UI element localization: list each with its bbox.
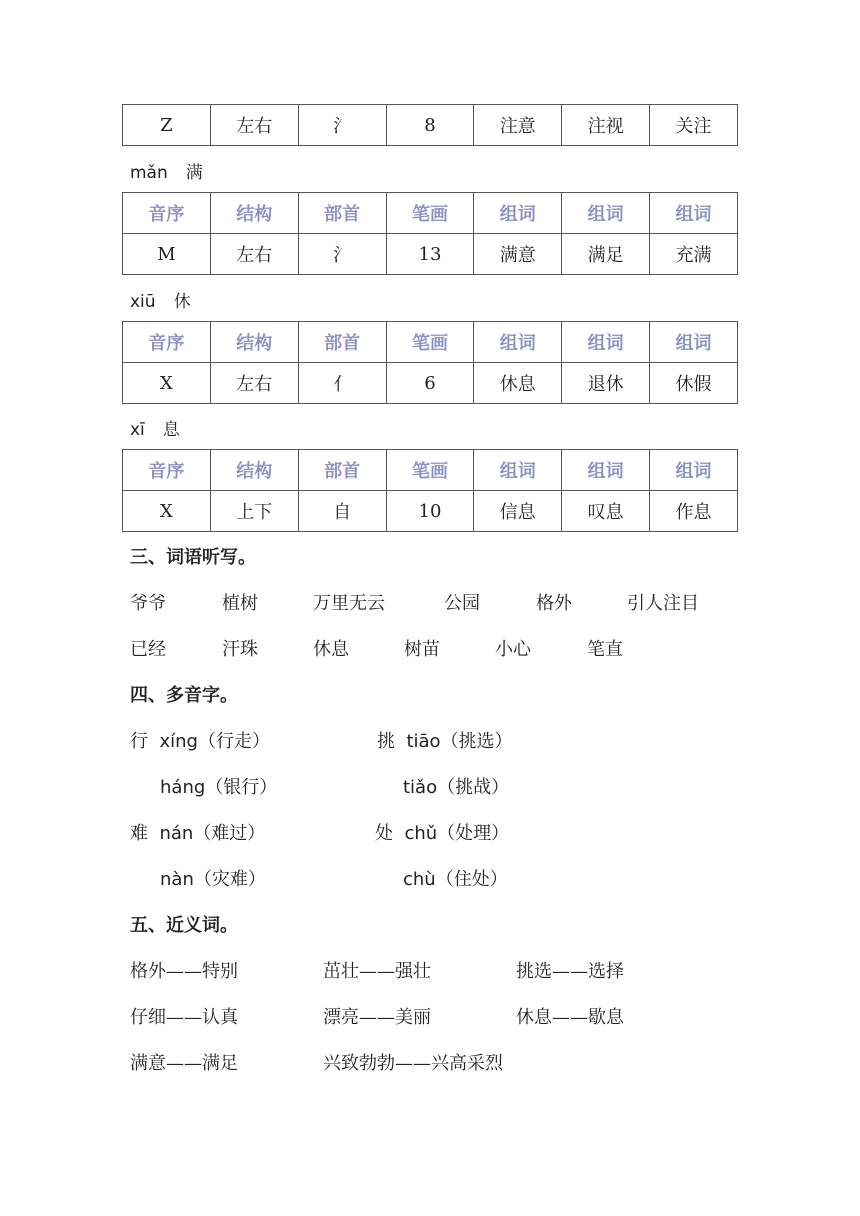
cell-bihua: 6 bbox=[386, 363, 474, 404]
header-cell: 组词 bbox=[474, 322, 562, 363]
word-item: 万里无云 bbox=[313, 593, 385, 614]
cell-zuci: 注意 bbox=[474, 105, 562, 146]
char-table-xi bbox=[122, 449, 738, 532]
synonym-pair: 漂亮——美丽 bbox=[323, 1007, 431, 1028]
cell-jiegou: 上下 bbox=[210, 491, 298, 532]
cell-bushou: 氵 bbox=[298, 105, 386, 146]
synonym-pair: 休息——歇息 bbox=[516, 1007, 624, 1028]
header-cell: 组词 bbox=[650, 322, 738, 363]
cell-bihua: 10 bbox=[386, 491, 474, 532]
table-header-row bbox=[123, 193, 738, 234]
char-heading-xi: xī 息 bbox=[130, 420, 180, 440]
cell-bushou: 氵 bbox=[298, 234, 386, 275]
table-header-row bbox=[123, 322, 738, 363]
char-table-xiu bbox=[122, 321, 738, 404]
polyphone-entry: 处 chǔ（处理） bbox=[375, 823, 510, 844]
cell-zuci: 休息 bbox=[474, 363, 562, 404]
word-item: 汗珠 bbox=[222, 639, 258, 660]
cell-zuci: 满意 bbox=[474, 234, 562, 275]
table-row bbox=[123, 105, 738, 146]
char-heading-man: mǎn 满 bbox=[130, 163, 203, 183]
header-cell: 部首 bbox=[298, 450, 386, 491]
header-cell: 结构 bbox=[210, 450, 298, 491]
header-cell: 部首 bbox=[298, 193, 386, 234]
word-item: 已经 bbox=[130, 639, 166, 660]
cell-zuci: 充满 bbox=[650, 234, 738, 275]
section-title-synonyms: 五、近义词。 bbox=[130, 915, 238, 936]
header-cell: 组词 bbox=[562, 193, 650, 234]
word-item: 格外 bbox=[536, 593, 572, 614]
polyphone-entry: 挑 tiāo（挑选） bbox=[377, 731, 513, 752]
cell-yinxu: X bbox=[123, 491, 211, 532]
header-cell: 组词 bbox=[650, 193, 738, 234]
header-cell: 音序 bbox=[123, 193, 211, 234]
synonym-pair: 挑选——选择 bbox=[516, 961, 624, 982]
synonym-pair: 仔细——认真 bbox=[130, 1007, 238, 1028]
word-item: 树苗 bbox=[404, 639, 440, 660]
cell-zuci: 关注 bbox=[650, 105, 738, 146]
polyphone-entry: 难 nán（难过） bbox=[130, 823, 266, 844]
synonym-pair: 满意——满足 bbox=[130, 1053, 238, 1074]
word-item: 引人注目 bbox=[627, 593, 699, 614]
word-item: 植树 bbox=[222, 593, 258, 614]
cell-bihua: 8 bbox=[386, 105, 474, 146]
char-heading-xiu: xiū 休 bbox=[130, 292, 191, 312]
table-header-row bbox=[123, 450, 738, 491]
cell-bihua: 13 bbox=[386, 234, 474, 275]
cell-jiegou: 左右 bbox=[210, 234, 298, 275]
cell-yinxu: M bbox=[123, 234, 211, 275]
word-item: 公园 bbox=[444, 593, 480, 614]
polyphone-entry: tiǎo（挑战） bbox=[403, 777, 510, 798]
cell-bushou: 自 bbox=[298, 491, 386, 532]
word-item: 笔直 bbox=[587, 639, 623, 660]
polyphone-entry: 行 xíng（行走） bbox=[130, 731, 270, 752]
char-table-man bbox=[122, 192, 738, 275]
table-row bbox=[123, 363, 738, 404]
header-cell: 组词 bbox=[562, 450, 650, 491]
section-title-polyphones: 四、多音字。 bbox=[130, 685, 238, 706]
cell-jiegou: 左右 bbox=[210, 363, 298, 404]
cell-zuci: 作息 bbox=[650, 491, 738, 532]
synonym-pair: 兴致勃勃——兴高采烈 bbox=[323, 1053, 503, 1074]
char-table-zhu bbox=[122, 104, 738, 146]
header-cell: 笔画 bbox=[386, 193, 474, 234]
header-cell: 组词 bbox=[474, 450, 562, 491]
header-cell: 结构 bbox=[210, 193, 298, 234]
cell-jiegou: 左右 bbox=[210, 105, 298, 146]
header-cell: 结构 bbox=[210, 322, 298, 363]
cell-yinxu: X bbox=[123, 363, 211, 404]
header-cell: 组词 bbox=[474, 193, 562, 234]
cell-bushou: 亻 bbox=[298, 363, 386, 404]
synonym-pair: 格外——特别 bbox=[130, 961, 238, 982]
word-item: 小心 bbox=[495, 639, 531, 660]
polyphone-entry: nàn（灾难） bbox=[160, 869, 266, 890]
header-cell: 组词 bbox=[562, 322, 650, 363]
cell-zuci: 满足 bbox=[562, 234, 650, 275]
word-item: 休息 bbox=[313, 639, 349, 660]
cell-yinxu: Z bbox=[123, 105, 211, 146]
cell-zuci: 退休 bbox=[562, 363, 650, 404]
cell-zuci: 叹息 bbox=[562, 491, 650, 532]
header-cell: 部首 bbox=[298, 322, 386, 363]
table-row bbox=[123, 491, 738, 532]
header-cell: 笔画 bbox=[386, 450, 474, 491]
polyphone-entry: chù（住处） bbox=[403, 869, 508, 890]
table-row bbox=[123, 234, 738, 275]
cell-zuci: 休假 bbox=[650, 363, 738, 404]
cell-zuci: 注视 bbox=[562, 105, 650, 146]
word-item: 爷爷 bbox=[130, 593, 166, 614]
synonym-pair: 茁壮——强壮 bbox=[323, 961, 431, 982]
header-cell: 音序 bbox=[123, 322, 211, 363]
cell-zuci: 信息 bbox=[474, 491, 562, 532]
header-cell: 组词 bbox=[650, 450, 738, 491]
header-cell: 笔画 bbox=[386, 322, 474, 363]
header-cell: 音序 bbox=[123, 450, 211, 491]
polyphone-entry: háng（银行） bbox=[160, 777, 278, 798]
section-title-dictation: 三、词语听写。 bbox=[130, 547, 256, 568]
